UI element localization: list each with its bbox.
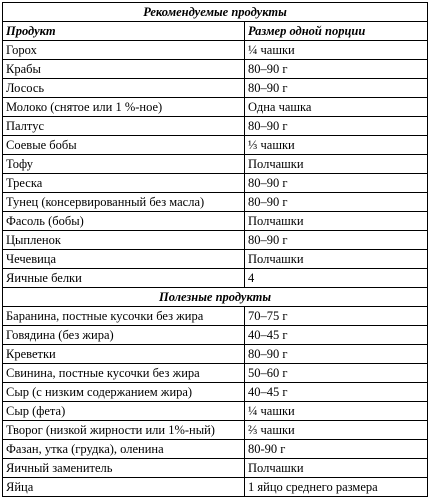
table-row [3,60,428,79]
table-row [3,383,428,402]
portion-cell: 80-90 г [245,440,428,459]
product-cell: Молоко (снятое или 1 %-ное) [3,98,245,117]
section-header-row [3,288,428,307]
portion-cell: 80–90 г [245,79,428,98]
portion-cell: ⅔ чашки [245,421,428,440]
portion-cell: 80–90 г [245,60,428,79]
table-row [3,459,428,478]
portion-cell: 50–60 г [245,364,428,383]
product-cell: Чечевица [3,250,245,269]
portion-cell: 70–75 г [245,307,428,326]
portion-cell: 80–90 г [245,117,428,136]
portion-cell: ⅓ чашки [245,136,428,155]
table-row [3,98,428,117]
portion-cell: 80–90 г [245,231,428,250]
section-header-row [3,3,428,22]
table-row [3,174,428,193]
table-row [3,79,428,98]
food-table-container [2,2,427,497]
portion-cell: Полчашки [245,459,428,478]
product-cell: Яичные белки [3,269,245,288]
food-portion-table [2,2,428,497]
table-row [3,212,428,231]
portion-cell: 80–90 г [245,193,428,212]
column-header-product: Продукт [3,22,245,41]
product-cell: Баранина, постные кусочки без жира [3,307,245,326]
product-cell: Сыр (фета) [3,402,245,421]
product-cell: Цыпленок [3,231,245,250]
table-row [3,193,428,212]
product-cell: Свинина, постные кусочки без жира [3,364,245,383]
product-cell: Яичный заменитель [3,459,245,478]
section-title-recommended: Рекомендуемые продукты [3,3,428,22]
section-title-useful: Полезные продукты [3,288,428,307]
portion-cell: 80–90 г [245,174,428,193]
portion-cell: Полчашки [245,212,428,231]
product-cell: Фазан, утка (грудка), оленина [3,440,245,459]
portion-cell: 80–90 г [245,345,428,364]
table-row [3,307,428,326]
table-row [3,117,428,136]
product-cell: Фасоль (бобы) [3,212,245,231]
column-header-row [3,22,428,41]
product-cell: Тунец (консервированный без масла) [3,193,245,212]
table-row [3,136,428,155]
portion-cell: 4 [245,269,428,288]
portion-cell: 1 яйцо среднего размера [245,478,428,497]
product-cell: Яйца [3,478,245,497]
product-cell: Горох [3,41,245,60]
portion-cell: ¼ чашки [245,402,428,421]
portion-cell: Одна чашка [245,98,428,117]
portion-cell: 40–45 г [245,326,428,345]
column-header-portion: Размер одной порции [245,22,428,41]
product-cell: Палтус [3,117,245,136]
table-row [3,440,428,459]
portion-cell: Полчашки [245,250,428,269]
product-cell: Тофу [3,155,245,174]
table-row [3,421,428,440]
portion-cell: 40–45 г [245,383,428,402]
table-row [3,269,428,288]
table-row [3,250,428,269]
product-cell: Творог (низкой жирности или 1%-ный) [3,421,245,440]
product-cell: Сыр (с низким содержанием жира) [3,383,245,402]
product-cell: Соевые бобы [3,136,245,155]
table-row [3,364,428,383]
portion-cell: ¼ чашки [245,41,428,60]
table-row [3,345,428,364]
product-cell: Крабы [3,60,245,79]
product-cell: Треска [3,174,245,193]
table-row [3,231,428,250]
product-cell: Лосось [3,79,245,98]
food-table-body [3,3,428,497]
portion-cell: Полчашки [245,155,428,174]
product-cell: Креветки [3,345,245,364]
product-cell: Говядина (без жира) [3,326,245,345]
table-row [3,478,428,497]
table-row [3,402,428,421]
table-row [3,155,428,174]
table-row [3,41,428,60]
table-row [3,326,428,345]
